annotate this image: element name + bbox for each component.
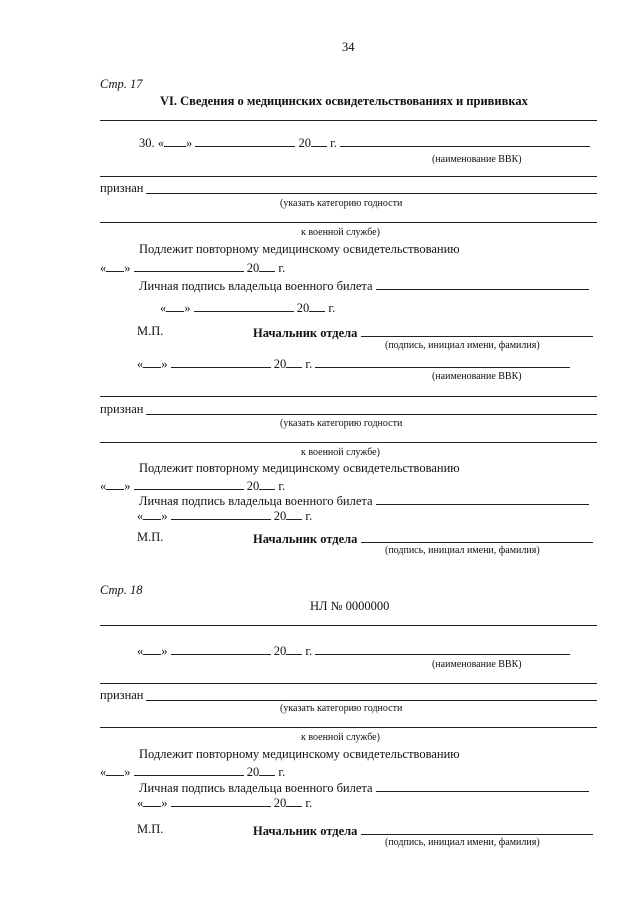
reexam-day-field[interactable] — [106, 260, 124, 272]
reexam-date-2: « » 20 г. — [100, 479, 286, 493]
year-field-2[interactable] — [286, 356, 302, 368]
form-number: НЛ № 0000000 — [310, 599, 390, 613]
chief-row-3 — [253, 823, 593, 838]
owner-signature-field-3[interactable] — [376, 780, 589, 792]
reexam-year-field-2[interactable] — [259, 478, 275, 490]
divider-line — [100, 120, 597, 121]
reexam-year-field-3[interactable] — [259, 764, 275, 776]
month-field[interactable] — [195, 135, 295, 147]
day-field-2[interactable] — [143, 356, 161, 368]
vvk-continuation-line-3[interactable] — [100, 683, 597, 684]
date-line-3: « » 20 г. — [137, 643, 570, 658]
vvk-continuation-line[interactable] — [100, 176, 597, 177]
signature-day-field-3[interactable] — [143, 795, 161, 807]
signature-day-field[interactable] — [166, 300, 184, 312]
stamp-label-2: М.П. — [137, 530, 164, 544]
signature-day-field-2[interactable] — [143, 508, 161, 520]
vvk-caption-2: (наименование ВВК) — [432, 371, 522, 382]
owner-signature-row-2 — [139, 493, 589, 508]
category-continuation-line-3[interactable] — [100, 727, 597, 728]
chief-caption-2: (подпись, инициал имени, фамилия) — [385, 545, 540, 556]
reexam-year-field[interactable] — [259, 260, 275, 272]
category-caption-3: (указать категорию годности — [280, 703, 403, 714]
signature-month-field[interactable] — [194, 300, 294, 312]
chief-row — [253, 325, 593, 340]
recognized-label-3: признан — [100, 688, 144, 702]
chief-label-3: Начальник отдела — [253, 824, 358, 838]
chief-signature-field-2[interactable] — [361, 531, 593, 543]
vvk-continuation-line-2[interactable] — [100, 396, 597, 397]
day-field[interactable] — [164, 135, 186, 147]
owner-signature-label-2: Личная подпись владельца военного билета — [139, 494, 373, 508]
recognized-label: признан — [100, 181, 144, 195]
entry-number: 30. — [139, 136, 155, 150]
signature-month-field-3[interactable] — [171, 795, 271, 807]
vvk-caption: (наименование ВВК) — [432, 154, 522, 165]
reexam-month-field-2[interactable] — [134, 478, 244, 490]
signature-month-field-2[interactable] — [171, 508, 271, 520]
year-suffix: г. — [330, 136, 337, 150]
vvk-field-3[interactable] — [315, 643, 570, 655]
category-field-2[interactable] — [146, 414, 597, 415]
vvk-caption-3: (наименование ВВК) — [432, 659, 522, 670]
chief-caption: (подпись, инициал имени, фамилия) — [385, 340, 540, 351]
chief-label: Начальник отдела — [253, 326, 358, 340]
month-field-3[interactable] — [171, 643, 271, 655]
year-field[interactable] — [311, 135, 327, 147]
owner-signature-field[interactable] — [376, 278, 589, 290]
date-open-quote: « — [157, 136, 164, 150]
owner-signature-row — [139, 278, 589, 293]
vvk-field-2[interactable] — [315, 356, 570, 368]
page-ref-17: Стр. 17 — [100, 77, 143, 91]
reexam-text-3: Подлежит повторному медицинскому освидетельствованию — [139, 747, 460, 761]
page-ref-18: Стр. 18 — [100, 583, 143, 597]
vvk-field[interactable] — [340, 135, 590, 147]
category-continuation-line-2[interactable] — [100, 442, 597, 443]
owner-signature-label: Личная подпись владельца военного билета — [139, 279, 373, 293]
page-number: 34 — [342, 40, 355, 54]
category-field[interactable] — [146, 193, 597, 194]
section-title: VI. Сведения о медицинских освидетельствованиях и прививках — [160, 94, 528, 108]
day-field-3[interactable] — [143, 643, 161, 655]
reexam-date-3: « » 20 г. — [100, 765, 286, 779]
stamp-label-3: М.П. — [137, 822, 164, 836]
military-service-caption-3: к военной службе) — [301, 732, 380, 743]
signature-date-2: « » 20 г. — [137, 509, 313, 523]
military-service-caption-2: к военной службе) — [301, 447, 380, 458]
chief-label-2: Начальник отдела — [253, 532, 358, 546]
divider-line-2 — [100, 625, 597, 626]
date-close-quote: » — [186, 136, 193, 150]
date-line-2: « » 20 г. — [137, 356, 570, 371]
category-continuation-line[interactable] — [100, 222, 597, 223]
owner-signature-row-3 — [139, 780, 589, 795]
category-caption: (указать категорию годности — [280, 198, 403, 209]
signature-date: « » 20 г. — [160, 301, 336, 315]
category-caption-2: (указать категорию годности — [280, 418, 403, 429]
recognized-label-2: признан — [100, 402, 144, 416]
chief-caption-3: (подпись, инициал имени, фамилия) — [385, 837, 540, 848]
reexam-date: « » 20 г. — [100, 261, 286, 275]
signature-year-field-2[interactable] — [286, 508, 302, 520]
reexam-month-field[interactable] — [134, 260, 244, 272]
month-field-2[interactable] — [171, 356, 271, 368]
year-prefix: 20 — [298, 136, 311, 150]
military-service-caption: к военной службе) — [301, 227, 380, 238]
chief-signature-field[interactable] — [361, 325, 593, 337]
reexam-day-field-2[interactable] — [106, 478, 124, 490]
reexam-month-field-3[interactable] — [134, 764, 244, 776]
signature-date-3: « » 20 г. — [137, 796, 313, 810]
reexam-text: Подлежит повторному медицинскому освидетельствованию — [139, 242, 460, 256]
chief-signature-field-3[interactable] — [361, 823, 593, 835]
reexam-day-field-3[interactable] — [106, 764, 124, 776]
chief-row-2 — [253, 531, 593, 546]
date-line-1 — [139, 135, 590, 150]
signature-year-field-3[interactable] — [286, 795, 302, 807]
owner-signature-label-3: Личная подпись владельца военного билета — [139, 781, 373, 795]
owner-signature-field-2[interactable] — [376, 493, 589, 505]
year-field-3[interactable] — [286, 643, 302, 655]
category-field-3[interactable] — [146, 700, 597, 701]
reexam-text-2: Подлежит повторному медицинскому освидетельствованию — [139, 461, 460, 475]
signature-year-field[interactable] — [309, 300, 325, 312]
stamp-label: М.П. — [137, 324, 164, 338]
